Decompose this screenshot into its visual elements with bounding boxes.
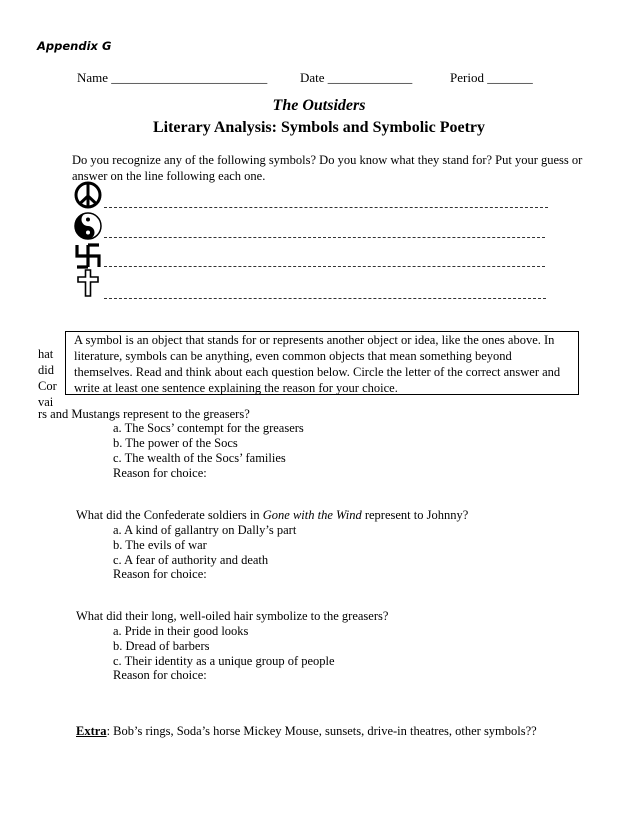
definition-line: write at least one sentence explaining the reason for your choice. — [74, 381, 398, 395]
answer-line-2[interactable] — [104, 237, 545, 238]
period-label: Period — [450, 70, 484, 85]
definition-line: literature, symbols can be anything, even common objects that mean something beyond — [74, 349, 512, 363]
period-blank[interactable]: _______ — [487, 70, 533, 85]
definition-line: themselves. Read and think about each question below. Circle the letter of the correct answer and — [74, 365, 561, 379]
cutoff-fragment: vai — [38, 395, 54, 409]
question-3-option-c[interactable]: c. Their identity as a unique group of people — [113, 654, 335, 668]
question-2-option-a[interactable]: a. A kind of gallantry on Dally’s part — [113, 523, 297, 537]
question-1-option-c[interactable]: c. The wealth of the Socs’ families — [113, 451, 286, 465]
cross-icon — [72, 268, 104, 298]
question-3-text: What did their long, well-oiled hair symbolize to the greasers? — [76, 609, 389, 623]
question-3-reason-label: Reason for choice: — [113, 668, 207, 682]
intro-text: Do you recognize any of the following symbols? Do you know what they stand for? Put your guess or answer on the line following each one. — [72, 153, 583, 183]
definition-line: A symbol is an object that stands for or represents another object or idea, like the ones above. In — [74, 333, 555, 347]
answer-line-4[interactable] — [104, 298, 546, 299]
question-2-reason-label: Reason for choice: — [113, 567, 207, 581]
question-1-option-b[interactable]: b. The power of the Socs — [113, 436, 238, 450]
question-2-prefix: What did the Confederate soldiers in — [76, 508, 263, 522]
question-2-option-b[interactable]: b. The evils of war — [113, 538, 207, 552]
question-2-option-c[interactable]: c. A fear of authority and death — [113, 553, 269, 567]
question-2-title: Gone with the Wind — [262, 508, 362, 522]
cutoff-fragment: hat — [38, 347, 54, 361]
swastika-icon — [72, 241, 104, 271]
extra-line — [76, 724, 537, 739]
period-field — [450, 70, 533, 86]
question-2-text — [76, 508, 468, 523]
question-1-reason-label: Reason for choice: — [113, 466, 207, 480]
yin-yang-icon — [72, 211, 104, 241]
appendix-label: Appendix G — [37, 39, 112, 53]
definition-box — [65, 331, 579, 395]
peace-sign-icon — [72, 180, 104, 210]
date-blank[interactable]: _____________ — [327, 70, 413, 85]
answer-line-1[interactable] — [104, 207, 548, 208]
document-subtitle: Literary Analysis: Symbols and Symbolic Poetry — [152, 119, 485, 136]
extra-text: : Bob’s rings, Soda’s horse Mickey Mouse, sunsets, drive-in theatres, other symbols?? — [106, 724, 537, 738]
cutoff-fragment: Cor — [38, 379, 57, 393]
question-1-option-a[interactable]: a. The Socs’ contempt for the greasers — [113, 421, 304, 435]
name-blank[interactable]: ________________________ — [111, 70, 268, 85]
cutoff-fragment: did — [38, 363, 54, 377]
date-field — [300, 70, 412, 86]
name-label: Name — [77, 70, 109, 85]
name-field — [77, 70, 267, 86]
document-title: The Outsiders — [272, 97, 366, 114]
date-label: Date — [300, 70, 325, 85]
question-2-suffix: represent to Johnny? — [361, 508, 469, 522]
extra-label: Extra — [76, 724, 107, 738]
question-1-text: rs and Mustangs represent to the greasers? — [38, 407, 250, 421]
question-3-option-a[interactable]: a. Pride in their good looks — [113, 624, 249, 638]
question-3-option-b[interactable]: b. Dread of barbers — [113, 639, 210, 653]
answer-line-3[interactable] — [104, 266, 545, 267]
